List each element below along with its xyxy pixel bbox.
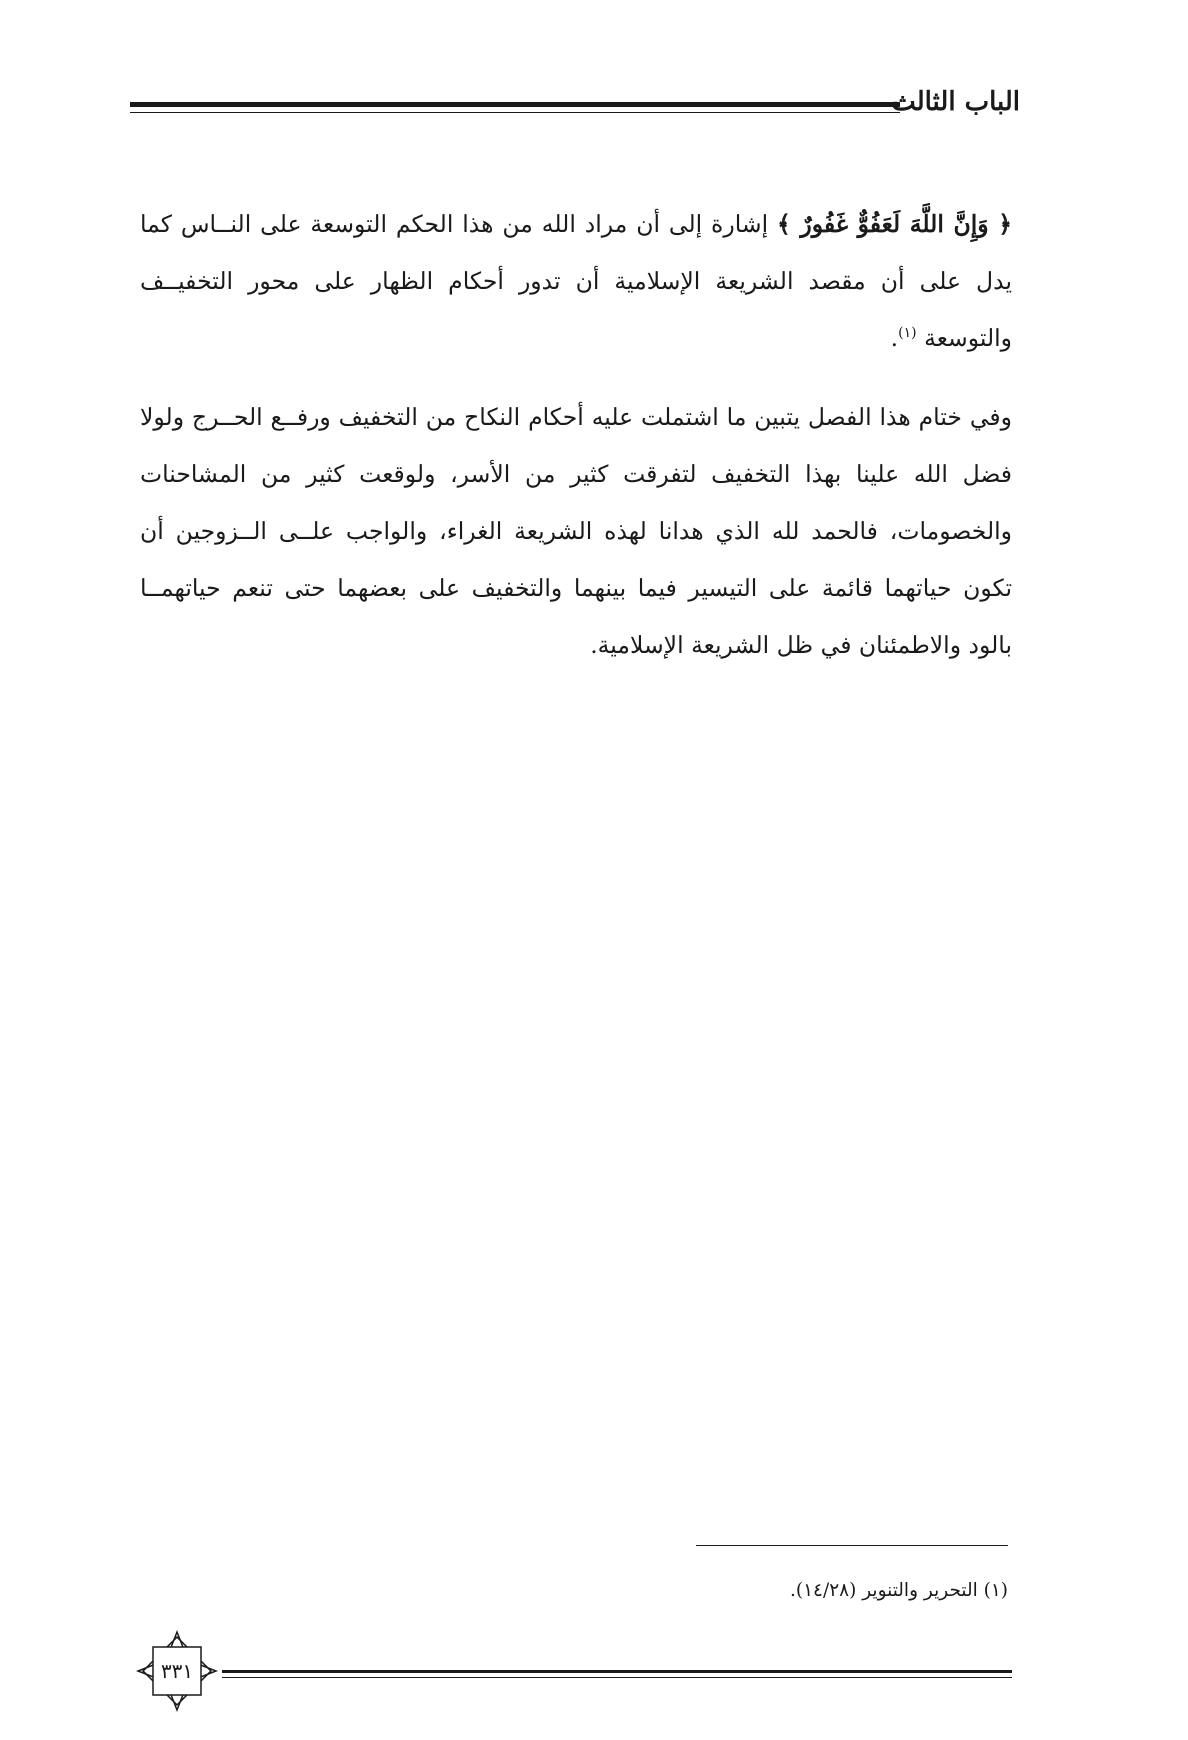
body-text [140, 196, 1012, 674]
chapter-title: الباب الثالث [891, 87, 1020, 117]
page-number: ٣٣١ [160, 1659, 194, 1683]
paragraph-1-end: . [890, 324, 899, 352]
header-rule [130, 102, 900, 107]
footer-rule [222, 1670, 1012, 1673]
quran-verse: ﴿ وَإِنَّ اللَّهَ لَعَفُوٌّ غَفُورٌ ﴾ [777, 210, 1012, 238]
footnote-reference: (١) [898, 325, 917, 342]
page-header [130, 82, 1020, 122]
paragraph-2: وفي ختام هذا الفصل يتبين ما اشتملت عليه أحكام النكاح من التخفيف ورفــع الحــرج ولولا فضل الله علينا بهذا التخفيف لتفرقت كثير من الأسر، ولوقعت كثير من المشاحنات والخصومات، فالحمد لله الذي هدانا لهذه الشريعة الغراء، والواجب علــى الــزوجين أن تكون حياتهما قائمة على التيسير فيما بينهما والتخفيف على بعضهما حتى تنعم حياتهمــا بالود والاطمئنان في ظل الشريعة الإسلامية. [140, 403, 1012, 659]
footnote: (١) التحرير والتنوير (١٤/٢٨). [790, 1580, 1008, 1601]
footnote-separator [696, 1545, 1008, 1546]
paragraph-1 [140, 196, 1012, 367]
page-number-ornament [134, 1628, 220, 1714]
paragraph-1-text: إشارة إلى أن مراد الله من هذا الحكم التوسعة على النــاس كما يدل على أن مقصد الشريعة الإسلامية أن تدور أحكام الظهار على محور التخفيــف والتوسعة [140, 210, 1012, 352]
